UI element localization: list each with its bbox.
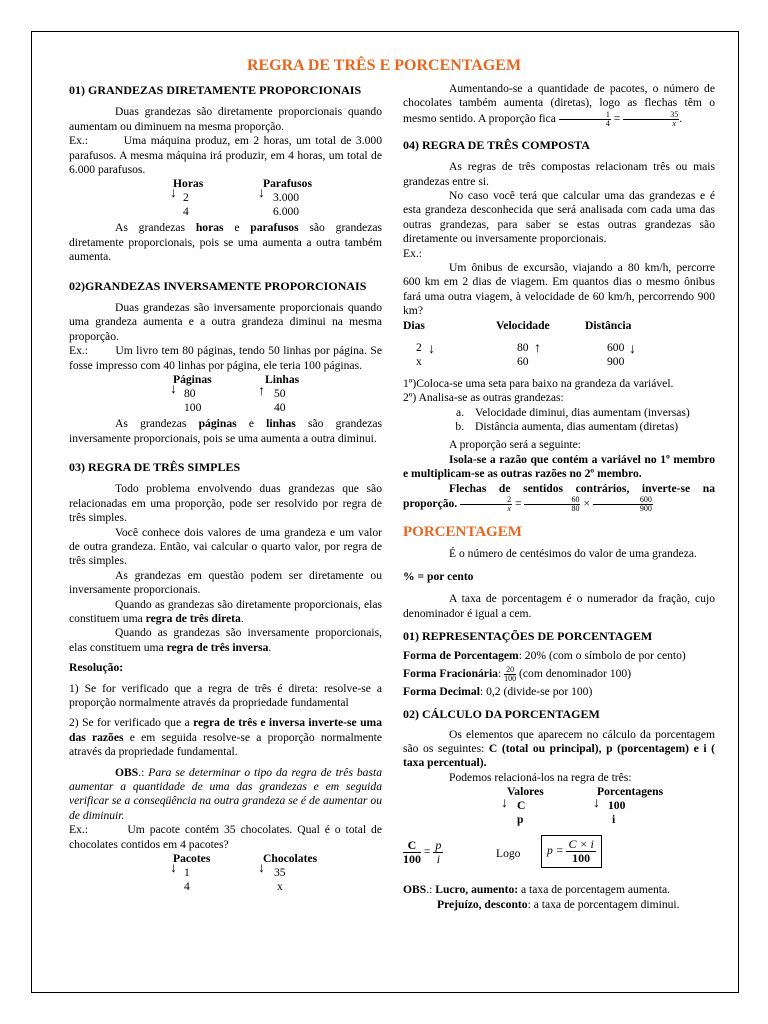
resolution-heading: Resolução: xyxy=(69,661,124,675)
table-header: Valores xyxy=(507,785,544,799)
example-table-chocolates xyxy=(69,852,382,896)
representation-line: Forma Decimal: 0,2 (divide-se por 100) xyxy=(403,684,593,698)
paragraph: As grandezas horas e parafusos são grandezas diretamente proporcionais, pois se uma aumenta a outra também aumenta. xyxy=(69,221,382,264)
table-cell: 100 xyxy=(608,799,626,813)
section-heading-simple-rule: 03) REGRA DE TRÊS SIMPLES xyxy=(69,459,241,474)
logo-label: Logo xyxy=(496,847,521,861)
step-text: 2º) Analisa-se as outras grandezas: xyxy=(403,391,564,405)
formula-result-box: p = $\frac{C \times i}{100}$ xyxy=(541,835,602,868)
fraction: $\frac{600}{900}$ xyxy=(593,496,653,513)
paragraph: As regras de três compostas relacionam três ou mais grandezas entre si. xyxy=(403,160,715,188)
formula-row xyxy=(403,835,715,875)
analysis-list xyxy=(403,406,715,435)
table-cell: 2 xyxy=(183,191,189,205)
table-cell: 6.000 xyxy=(273,205,300,219)
table-cell: i xyxy=(612,813,616,827)
percentage-table xyxy=(403,785,715,833)
paragraph: A proporção será a seguinte: xyxy=(449,438,581,452)
table-cell: 40 xyxy=(274,401,286,415)
representation-line: Forma de Porcentagem: 20% (com o símbolo de por cento) xyxy=(403,649,686,663)
arrow-down-icon: ↓ xyxy=(593,796,600,812)
arrow-down-icon: ↓ xyxy=(258,861,265,877)
arrow-down-icon: ↓ xyxy=(170,186,177,202)
paragraph: No caso você terá que calcular uma das grandezas e é esta grandeza desconhecida que será analisada com cada uma das outras grandezas, para saber se estas outras grandezas são diretamente ou inversamente proporcionais. xyxy=(403,189,715,246)
example-table-hours xyxy=(69,177,382,221)
example-text: Ex.: Uma máquina produz, em 2 horas, um total de 3.000 parafusos. A mesma máquina irá produzir, em 4 horas, um total de 6.000 parafusos. xyxy=(69,134,385,177)
obs-note: Prejuízo, desconto: a taxa de porcentagem diminui. xyxy=(437,897,680,911)
arrow-down-icon: ↓ xyxy=(170,382,177,398)
paragraph: As grandezas páginas e linhas são grandezas inversamente proporcionais, pois se uma aumenta a outra diminui. xyxy=(69,417,382,445)
table-cell: p xyxy=(517,813,524,827)
example-text: Ex.: Um pacote contém 35 chocolates. Qual é o total de chocolates contidos em 4 pacotes? xyxy=(69,823,385,851)
section-heading-inverse: 02)GRANDEZAS INVERSAMENTE PROPORCIONAIS xyxy=(69,278,367,293)
table-header: Pacotes xyxy=(173,852,211,866)
paragraph: 2) Se for verificado que a regra de três e inversa inverte-se uma das razões e em seguida resolve-se a proporção normalmente através da propriedade fundamental. xyxy=(69,716,382,759)
page-title: REGRA DE TRÊS E PORCENTAGEM xyxy=(246,57,522,74)
list-item: b. Distância aumenta, dias aumentam (diretas) xyxy=(467,420,715,434)
table-cell: 80 xyxy=(517,340,529,354)
obs-note: OBS.: Para se determinar o tipo da regra de três basta aumentar a quantidade de uma das grandezas e em seguida verificar se a conseqüência na outra grandeza se é de aumentar ou de diminuir. xyxy=(69,765,382,822)
paragraph: 1) Se for verificado que a regra de três é direta: resolve-se a proporção normalmente através da propriedade fundamental xyxy=(69,681,382,709)
table-header: Parafusos xyxy=(263,177,312,191)
fraction: $\frac{2}{x}$ xyxy=(460,496,512,513)
step-text: 1º)Coloca-se uma seta para baixo na grandeza da variável. xyxy=(403,376,674,390)
table-header: Linhas xyxy=(265,373,300,387)
fraction: $\frac{60}{80}$ xyxy=(524,496,580,513)
table-cell: 60 xyxy=(517,354,529,368)
right-column xyxy=(403,82,715,912)
table-cell: 4 xyxy=(184,880,190,894)
section-heading-representations: 01) REPRESENTAÇÕES DE PORCENTAGEM xyxy=(403,628,653,643)
formula-proportion: $\frac{C}{100}$ = $\frac{p}{i}$ xyxy=(403,838,442,867)
table-cell: 3.000 xyxy=(273,191,300,205)
table-header: Distância xyxy=(585,318,632,332)
arrow-down-icon: ↓ xyxy=(629,341,636,357)
paragraph: Duas grandezas são diretamente proporcionais quando aumentam ou diminuem na mesma proporção. xyxy=(69,105,382,133)
example-text: Ex.: Um livro tem 80 páginas, tendo 50 linhas por página. Se fosse impresso com 40 linhas por página, ele teria 100 páginas. xyxy=(69,344,385,372)
example-table-pages xyxy=(69,373,382,417)
table-cell: 50 xyxy=(274,387,286,401)
table-cell: x xyxy=(277,880,283,894)
left-column xyxy=(69,83,385,896)
section-heading-calculation: 02) CÁLCULO DA PORCENTAGEM xyxy=(403,707,600,722)
example-table-bus xyxy=(403,319,715,373)
arrow-down-icon: ↓ xyxy=(501,796,508,812)
paragraph: A taxa de porcentagem é o numerador da fração, cujo denominador é igual a cem. xyxy=(403,592,715,620)
table-cell: 2 xyxy=(416,340,422,354)
paragraph: Isola-se a razão que contém a variável no 1º membro e multiplicam-se as outras razões no 2º membro. xyxy=(403,452,715,481)
paragraph: Aumentando-se a quantidade de pacotes, o número de chocolates também aumenta (diretas), logo as flechas têm o mesmo sentido. A proporção fica $\frac{1}{4}$ = $\frac{35}{x}$ . xyxy=(403,82,715,128)
section-heading-compound-rule: 04) REGRA DE TRÊS COMPOSTA xyxy=(403,137,590,152)
table-cell: 4 xyxy=(183,205,189,219)
list-item: a. Velocidade diminui, dias aumentam (inversas) xyxy=(467,406,715,420)
section-heading-percentage: PORCENTAGEM xyxy=(403,523,522,540)
fraction: $\frac{1}{4}$ xyxy=(559,111,611,128)
paragraph: Todo problema envolvendo duas grandezas que são relacionadas em uma proporção, pode ser resolvido por regra de três simples. xyxy=(69,482,382,525)
table-cell: C xyxy=(517,799,526,813)
paragraph: Um ônibus de excursão, viajando a 80 km/h, percorre 600 km em 2 dias de viagem. Em quantos dias o mesmo ônibus fará uma outra viagem, à velocidade de 60 km/h, percorrendo 900 km? xyxy=(403,261,715,318)
table-header: Porcentagens xyxy=(597,785,664,799)
arrow-up-icon: ↑ xyxy=(258,384,265,400)
representation-line: Forma Fracionária: $\frac{20}{100}$ (com denominador 100) xyxy=(403,664,632,683)
table-header: Horas xyxy=(173,177,204,191)
obs-note: OBS.: Lucro, aumento: a taxa de porcentagem aumenta. xyxy=(403,883,671,897)
paragraph: Quando as grandezas são diretamente proporcionais, elas constituem uma regra de três direta. xyxy=(69,597,382,625)
table-cell: x xyxy=(416,354,422,368)
paragraph: Duas grandezas são inversamente proporcionais quando uma grandeza aumenta e a outra grandeza diminui na mesma proporção. xyxy=(69,301,382,343)
paragraph: Os elementos que aparecem no cálculo da porcentagem são os seguintes: C (total ou principal), p (porcentagem) e i ( taxa percentual). xyxy=(403,727,716,770)
table-cell: 600 xyxy=(607,340,625,354)
table-header: Velocidade xyxy=(496,318,550,332)
fraction: $\frac{35}{x}$ xyxy=(623,111,679,128)
fraction: $\frac{20}{100}$ xyxy=(504,664,517,683)
arrow-down-icon: ↓ xyxy=(170,861,177,877)
paragraph: As grandezas em questão podem ser diretamente ou inversamente proporcionais. xyxy=(69,568,382,597)
table-cell: 80 xyxy=(184,387,196,401)
table-cell: 1 xyxy=(184,866,190,880)
paragraph: Podemos relacioná-los na regra de três: xyxy=(449,770,632,784)
table-cell: 35 xyxy=(274,866,286,880)
example-label: Ex.: xyxy=(403,246,422,260)
arrow-down-icon: ↓ xyxy=(428,341,435,357)
table-cell: 100 xyxy=(184,401,202,415)
paragraph: É o número de centésimos do valor de uma grandeza. xyxy=(449,547,697,561)
paragraph: Flechas de sentidos contrários, inverte-se na proporção. $\frac{2}{x}$ = $\frac{60}{80}$ × $\frac{600}{900}$ xyxy=(403,481,715,513)
table-cell: 900 xyxy=(607,354,625,368)
percent-symbol-line: % = por cento xyxy=(403,569,474,583)
arrow-down-icon: ↓ xyxy=(258,186,265,202)
section-heading-direct: 01) GRANDEZAS DIRETAMENTE PROPORCIONAIS xyxy=(69,83,362,97)
table-header: Chocolates xyxy=(263,852,318,866)
paragraph: Quando as grandezas são inversamente proporcionais, elas constituem uma regra de três inversa. xyxy=(69,626,382,654)
table-header: Páginas xyxy=(173,373,212,387)
arrow-up-icon: ↑ xyxy=(534,340,541,356)
paragraph: Você conhece dois valores de uma grandeza e um valor de outra grandeza. Então, vai calcular o quarto valor, por regra de três simples. xyxy=(69,525,382,568)
table-header: Dias xyxy=(403,318,425,332)
